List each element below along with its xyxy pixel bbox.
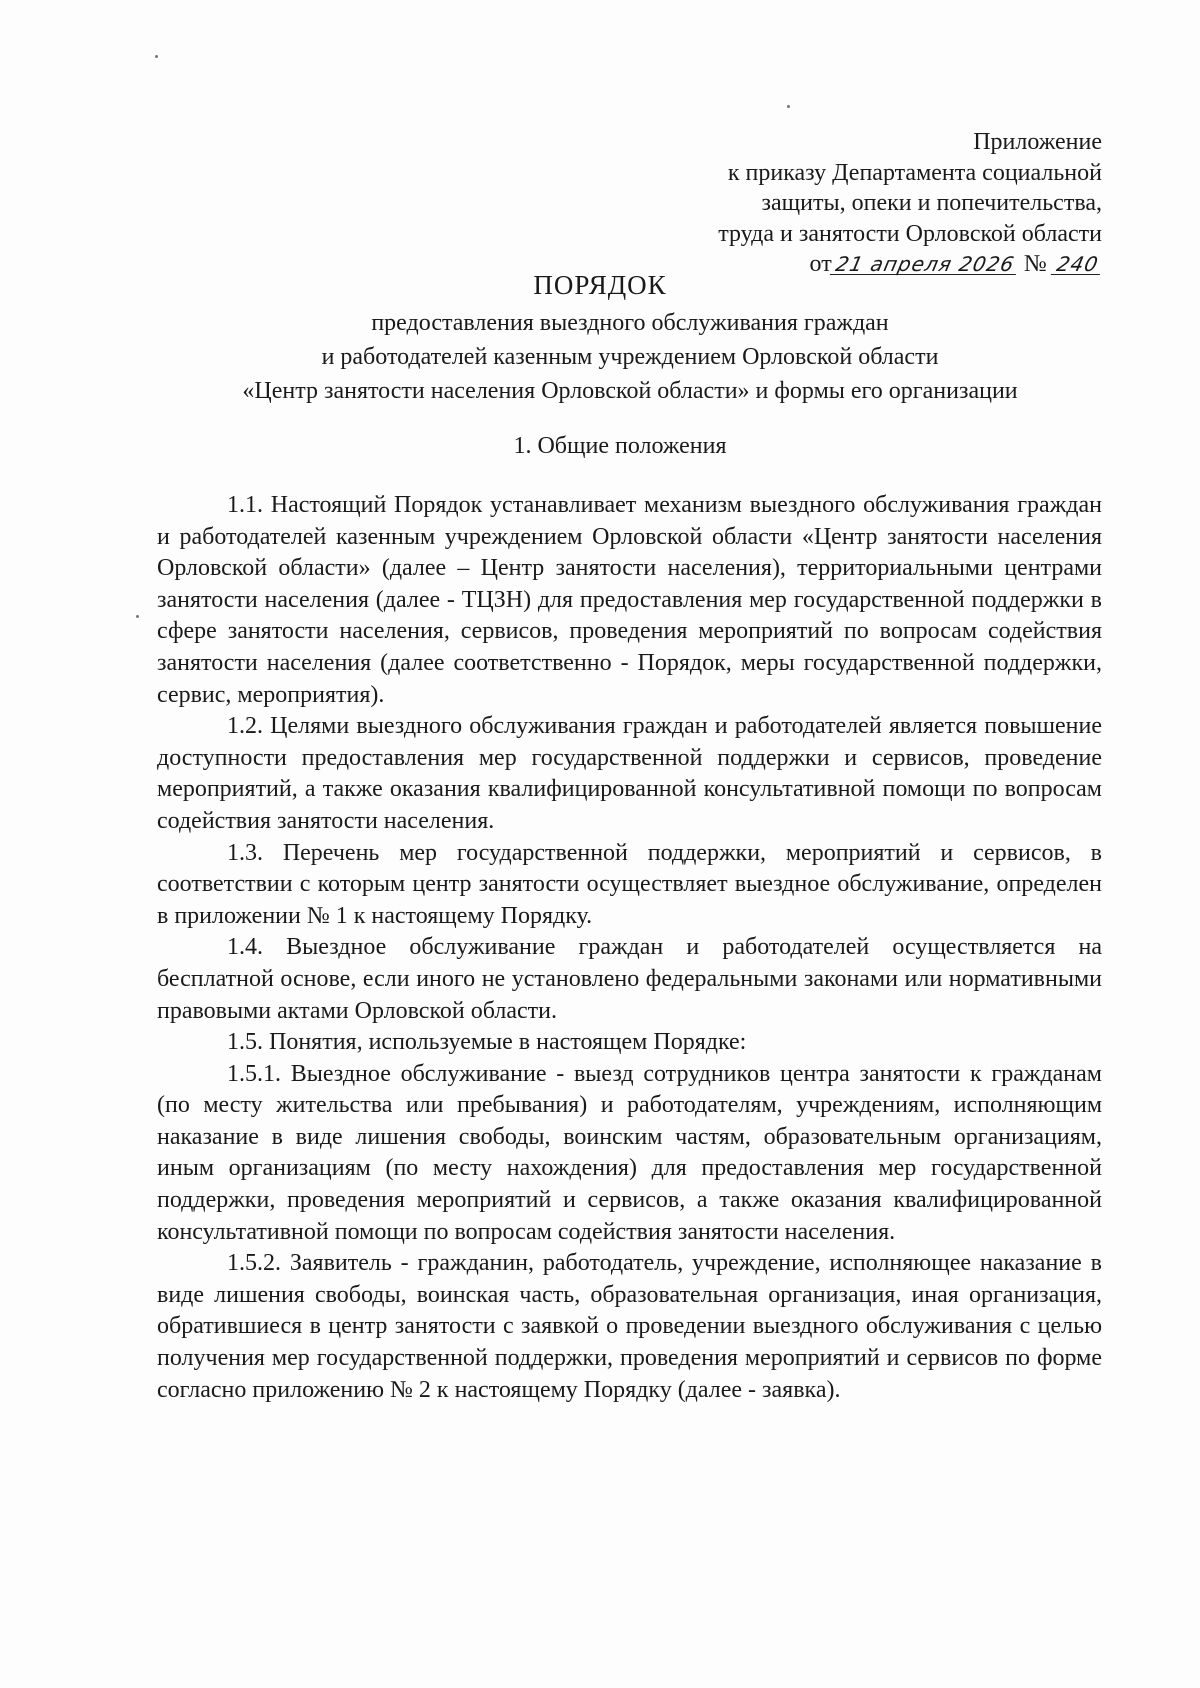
paragraph-1-1: 1.1. Настоящий Порядок устанавливает механизм выездного обслуживания граждан и работодателей казенным учреждением Орловской области «Центр занятости населения Орловской области» (далее – Центр занятости населения), территориальными центрами занятости населения (далее - ТЦЗН) для предоставления мер государственной поддержки в сфере занятости населения, сервисов, проведения мероприятий по вопросам содействия занятости населения (далее соответственно - Порядок, меры государственной поддержки, сервис, мероприятия). [157,492,1102,708]
handwritten-number: 240 [1051,254,1105,275]
section-heading: 1. Общие положения [513,433,727,459]
subtitle-line: предоставления выездного обслуживания граждан [371,310,889,336]
paragraph-1-2: 1.2. Целями выездного обслуживания граждан и работодателей является повышение доступности предоставления мер государственной поддержки и сервисов, проведение мероприятий, а также оказания квалифицированной консультативной помощи по вопросам содействия занятости населения. [157,713,1102,834]
paragraph-1-5-1: 1.5.1. Выездное обслуживание - выезд сотрудников центра занятости к гражданам (по месту жительства или пребывания) и работодателям, учреждениям, исполняющим наказание в виде лишения свободы, воинским частям, образовательным организациям, иным организациям (по месту нахождения) для предоставления мер государственной поддержки, проведения мероприятий и сервисов, а также оказания квалифицированной консультативной помощи по вопросам содействия занятости населения. [157,1060,1102,1245]
scan-artifact [136,615,139,618]
number-prefix: № [1023,251,1047,277]
paragraph-1-5-2: 1.5.2. Заявитель - гражданин, работодатель, учреждение, исполняющее наказание в виде лишения свободы, воинская часть, образовательная организация, иная организация, обратившиеся в центр занятости с заявкой о проведении выездного обслуживания с целью получения мер государственной поддержки, проведения мероприятий и сервисов по форме согласно приложению № 2 к настоящему Порядку (далее - заявка). [157,1250,1102,1403]
document-title: ПОРЯДОК [533,270,667,300]
subtitle-line: «Центр занятости населения Орловской области» и формы его организации [242,378,1018,404]
date-prefix: от [809,251,832,277]
document-body [157,490,1102,1406]
scan-artifact [787,105,790,108]
subtitle-line: и работодателей казенным учреждением Орловской области [321,344,939,370]
appendix-label: Приложение [973,129,1102,155]
document-subtitle [150,306,1110,408]
scan-artifact [155,55,158,58]
paragraph-1-3: 1.3. Перечень мер государственной поддержки, мероприятий и сервисов, в соответствии с которым центр занятости осуществляет выездное обслуживание, определен в приложении № 1 к настоящему Порядку. [157,839,1102,929]
appendix-department-line: защиты, опеки и попечительства, [761,190,1102,216]
appendix-order-line: к приказу Департамента социальной [727,159,1102,186]
handwritten-date: 21 апреля 2026 [829,254,1020,275]
appendix-region-line: труда и занятости Орловской области [718,220,1102,247]
paragraph-1-4: 1.4. Выездное обслуживание граждан и работодателей осуществляется на бесплатной основе, если иного не установлено федеральными законами или нормативными правовыми актами Орловской области. [157,934,1102,1024]
paragraph-1-5: 1.5. Понятия, используемые в настоящем Порядке: [227,1029,747,1056]
appendix-header [718,127,1102,279]
